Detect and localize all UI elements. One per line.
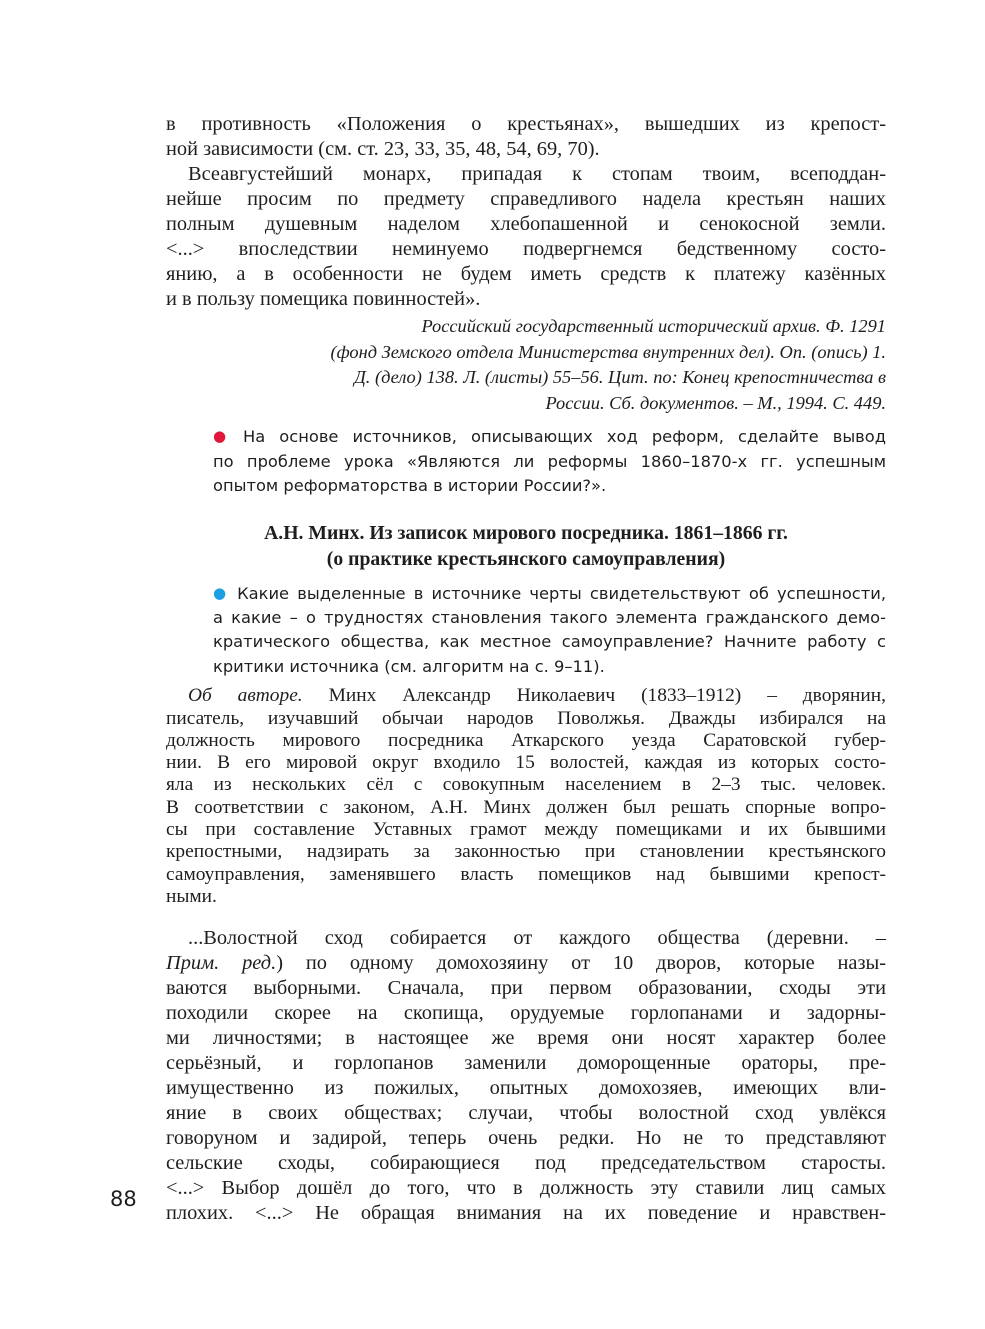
- source-text: [166, 926, 886, 1226]
- task-line: ● На основе источников, описывающих ход реформ, сделайте вывод: [213, 427, 886, 447]
- text-line: ными.: [166, 885, 217, 907]
- text-line: должность мирового посредника Аткарского уезда Саратовской губер-: [166, 729, 886, 751]
- task-line: опытом реформаторства в истории России?».: [213, 476, 607, 496]
- text-line: походили скорее на скопища, орудуемые горлопанами и задорны-: [166, 1002, 886, 1025]
- text-line: янию, а в особенности не будем иметь средств к платежу казённых: [166, 263, 886, 285]
- heading-line: А.Н. Минх. Из записок мирового посредника. 1861–1866 гг.: [264, 521, 788, 544]
- text-line: сы при составление Уставных грамот между помещиками и их бывшими: [166, 819, 886, 840]
- text-line: полным душевным наделом хлебопашенной и сенокосной земли.: [166, 213, 886, 235]
- text-line: имущественно из пожилых, опытных домохозяев, имеющих вли-: [166, 1077, 886, 1100]
- citation-line: Д. (дело) 138. Л. (листы) 55–56. Цит. по: Конец крепостничества в: [354, 367, 886, 388]
- text-line: нейше просим по предмету справедливого надела крестьян наших: [166, 188, 886, 210]
- blue-bullet-icon: ●: [213, 583, 230, 602]
- text-line: самоуправления, заменявшего власть помещиков над бывшими крепост-: [166, 863, 886, 885]
- petition-paragraph: [166, 162, 886, 312]
- section-heading: [166, 520, 886, 572]
- text-line: Об авторе. Минх Александр Николаевич (1833–1912) – дворянин,: [188, 685, 886, 707]
- paragraph-continuation: [166, 112, 886, 162]
- text-line: плохих. <...> Не обращая внимания на их поведение и нравствен-: [166, 1202, 886, 1225]
- text-line: <...> Выбор дошёл до того, что в должность эту ставили лиц самых: [166, 1177, 886, 1200]
- about-author-label: Об авторе.: [188, 685, 303, 707]
- editor-note: Прим. ред.: [166, 952, 277, 975]
- task-line: кратического общества, как местное самоуправление? Начните работу с: [213, 632, 886, 652]
- text-line: Всеавгустейший монарх, припадая к стопам твоим, всеподдан-: [188, 163, 886, 185]
- text-line: ...Волостной сход собирается от каждого общества (деревни. –: [188, 927, 886, 950]
- red-bullet-icon: ●: [213, 427, 235, 446]
- citation-line: России. Сб. документов. – М., 1994. С. 449.: [545, 392, 886, 413]
- about-author: [166, 685, 886, 908]
- task-line: ● Какие выделенные в источнике черты свидетельствуют об успешности,: [213, 583, 886, 603]
- text-line: писатель, изучавший обычаи народов Поволжья. Дважды избирался на: [166, 707, 886, 729]
- task-line: критики источника (см. алгоритм на с. 9–11).: [213, 656, 605, 676]
- text-line: яние в своих обществах; случаи, чтобы волостной сход увлёкся: [166, 1102, 886, 1125]
- citation-line: Российский государственный исторический архив. Ф. 1291: [421, 316, 886, 336]
- text-line: крепостными, надзирать за законностью при становлении крестьянского: [166, 841, 886, 863]
- text-line: в противность «Положения о крестьянах», вышедших из крепост-: [166, 113, 886, 135]
- text-line: ваются выборными. Сначала, при первом образовании, сходы эти: [166, 977, 886, 1000]
- text-line: <...> впоследствии неминуемо подвергнемся бедственному состо-: [166, 238, 886, 260]
- task-line: по проблеме урока «Являются ли реформы 1860–1870-х гг. успешным: [213, 451, 886, 471]
- page-number: 88: [110, 1187, 137, 1211]
- task-question-1: [166, 425, 886, 498]
- source-citation: [166, 314, 886, 416]
- page-content: [166, 112, 886, 1226]
- text-line: говоруном и задирой, теперь очень редки. Но не то представляют: [166, 1127, 886, 1150]
- text-line: сельские сходы, собирающиеся под председательством старосты.: [166, 1152, 886, 1175]
- text-line: и в пользу помещика повинностей».: [166, 288, 481, 310]
- text-line: Прим. ред.) по одному домохозяину от 10 дворов, которые назы-: [166, 952, 887, 975]
- text-line: яла из нескольких сёл с совокупным населением в 2–3 тыс. человек.: [166, 774, 886, 796]
- text-line: ной зависимости (см. ст. 23, 33, 35, 48, 54, 69, 70).: [166, 138, 600, 160]
- citation-line: (фонд Земского отдела Министерства внутренних дел). Оп. (опись) 1.: [330, 341, 886, 362]
- task-question-2: [166, 582, 886, 680]
- text-line: нии. В его мировой округ входило 15 волостей, каждая из которых состо-: [166, 752, 886, 774]
- text-line: В соответствии с законом, А.Н. Минх должен был решать спорные вопро-: [166, 796, 886, 818]
- task-line: а какие – о трудностях становления такого элемента гражданского демо-: [213, 608, 886, 627]
- text-line: ми личностями; в настоящее же время они носят характер более: [166, 1027, 886, 1050]
- heading-line: (о практике крестьянского самоуправления): [326, 547, 726, 570]
- text-line: серьёзный, и горлопанов заменили доморощенные ораторы, пре-: [166, 1052, 886, 1075]
